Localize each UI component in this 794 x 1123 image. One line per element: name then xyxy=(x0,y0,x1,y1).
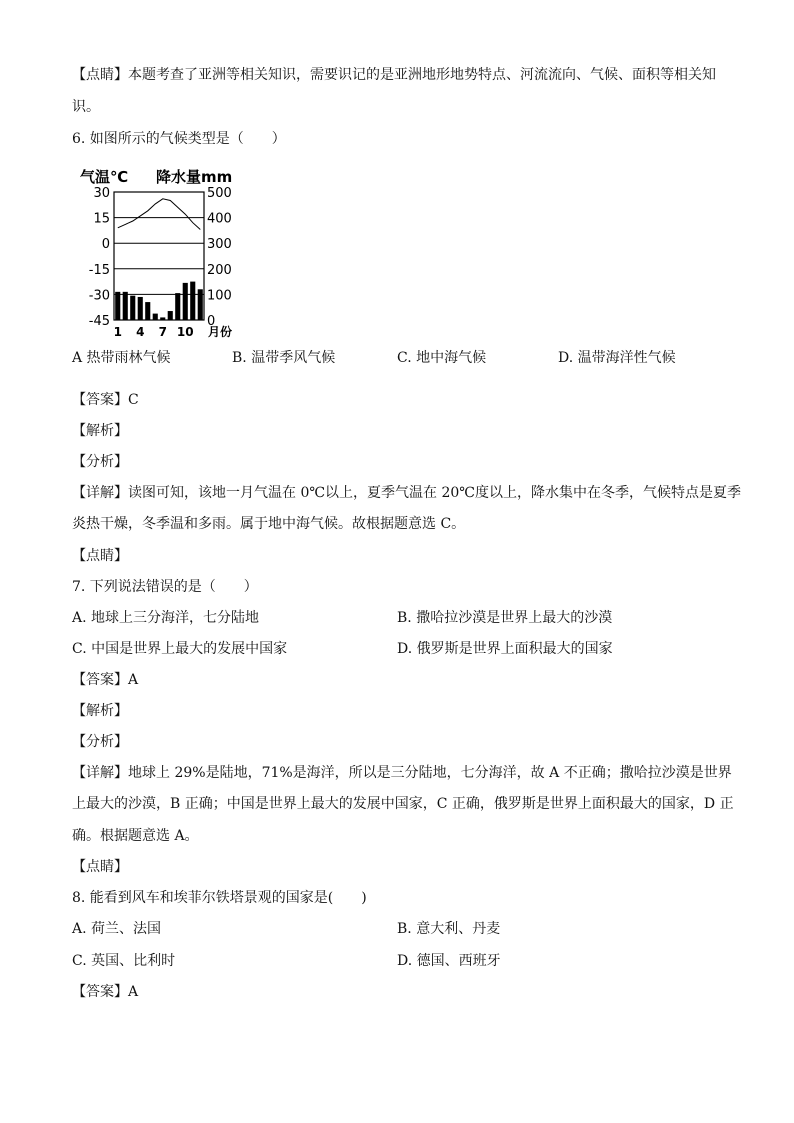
q6-analysis-tag: 【解析】 xyxy=(72,423,128,439)
note-text: 本题考查了亚洲等相关知识，需要识记的是亚洲地形地势特点、河流流向、气候、面积等相关知 xyxy=(128,67,716,83)
temp-tick-label: 30 xyxy=(93,186,110,201)
answer-tag: 【答案】 xyxy=(72,672,128,688)
q7-detail-line-1 xyxy=(72,764,732,782)
q6-option-b: B. 温带季风气候 xyxy=(232,350,336,366)
chart-title-temp: 气温℃ xyxy=(80,168,129,186)
temp-tick-label: 0 xyxy=(101,237,110,253)
temp-tick-label: -45 xyxy=(88,314,110,329)
q6-dianjing-tag: 【点睛】 xyxy=(72,548,128,564)
q7-option-c: C. 中国是世界上最大的发展中国家 xyxy=(72,641,288,657)
temp-tick-label: 15 xyxy=(93,211,110,227)
q7-dianjing-tag: 【点睛】 xyxy=(72,859,128,875)
q8-option-b: B. 意大利、丹麦 xyxy=(397,921,501,937)
precip-bar xyxy=(198,289,203,320)
answer-tag: 【答案】 xyxy=(72,392,128,408)
precip-tick-label: 200 xyxy=(207,262,232,278)
q7-answer xyxy=(72,671,138,689)
detail-text: 读图可知，该地一月气温在 0℃以上，夏季气温在 20℃度以上，降水集中在冬季，气候特点是夏季 xyxy=(128,485,741,501)
q6-stem: 6. 如图所示的气候类型是（ ） xyxy=(72,131,286,147)
precip-tick-label: 500 xyxy=(207,186,232,201)
answer-value: A xyxy=(128,672,139,688)
q8-stem: 8. 能看到风车和埃菲尔铁塔景观的国家是( ) xyxy=(72,890,367,906)
dianjing-tag: 【点睛】 xyxy=(72,67,128,83)
q6-option-d: D. 温带海洋性气候 xyxy=(558,350,676,366)
q7-stem: 7. 下列说法错误的是（ ） xyxy=(72,579,258,595)
precip-bar xyxy=(123,292,128,320)
precip-bar xyxy=(190,282,195,320)
temp-tick-label: -30 xyxy=(88,288,110,304)
x-tick-label: 10 xyxy=(176,325,194,339)
precip-bar xyxy=(183,283,188,320)
precip-bar xyxy=(175,293,180,320)
answer-value: C xyxy=(128,392,139,408)
answer-value: A xyxy=(128,984,139,1000)
q7-analysis-tag: 【解析】 xyxy=(72,703,128,719)
precip-bar xyxy=(138,297,143,320)
q8-answer xyxy=(72,983,138,1001)
precip-bar xyxy=(153,314,158,320)
x-axis-unit: 月份 xyxy=(208,325,233,339)
x-tick-label: 1 xyxy=(113,325,122,339)
q6-detail-line-2: 炎热干燥，冬季温和多雨。属于地中海气候。故根据题意选 C。 xyxy=(72,516,466,532)
x-tick-label: 4 xyxy=(136,325,145,339)
q6-option-c: C. 地中海气候 xyxy=(397,350,487,366)
temp-tick-label: -15 xyxy=(88,262,110,278)
q8-option-c: C. 英国、比利时 xyxy=(72,953,176,969)
precip-tick-label: 400 xyxy=(207,211,232,227)
q7-detail-line-2: 上最大的沙漠，B 正确；中国是世界上最大的发展中国家，C 正确，俄罗斯是世界上面积最大的国家，D 正 xyxy=(72,796,734,812)
q7-fenxi-tag: 【分析】 xyxy=(72,734,128,750)
q6-detail-line-1 xyxy=(72,484,741,502)
answer-tag: 【答案】 xyxy=(72,984,128,1000)
precip-tick-label: 0 xyxy=(207,314,216,329)
q8-option-a: A. 荷兰、法国 xyxy=(72,921,162,937)
q7-option-b: B. 撒哈拉沙漠是世界上最大的沙漠 xyxy=(397,610,613,626)
detail-text: 地球上 29%是陆地，71%是海洋，所以是三分陆地，七分海洋，故 A 不正确；撒哈拉沙漠是世界 xyxy=(128,765,732,781)
q7-detail-line-3: 确。根据题意选 A。 xyxy=(72,828,199,844)
temperature-line xyxy=(118,199,201,230)
q6-answer xyxy=(72,391,139,409)
precip-bar xyxy=(168,311,173,320)
detail-tag: 【详解】 xyxy=(72,765,128,781)
q6-option-a: A 热带雨林气候 xyxy=(72,350,171,366)
q7-option-d: D. 俄罗斯是世界上面积最大的国家 xyxy=(397,641,613,657)
precip-bar xyxy=(145,302,150,320)
chart-title-precip: 降水量mm xyxy=(156,168,233,186)
note-line-2: 识。 xyxy=(72,99,100,115)
q7-option-a: A. 地球上三分海洋，七分陆地 xyxy=(72,610,260,626)
precip-bar xyxy=(130,296,135,320)
note-line-1 xyxy=(72,66,716,84)
q6-fenxi-tag: 【分析】 xyxy=(72,454,128,470)
precip-bar xyxy=(115,292,120,320)
q8-option-d: D. 德国、西班牙 xyxy=(397,953,501,969)
climate-chart xyxy=(78,162,248,340)
precip-tick-label: 300 xyxy=(207,237,232,253)
precip-tick-label: 100 xyxy=(207,288,232,304)
precip-bar xyxy=(160,317,165,320)
detail-tag: 【详解】 xyxy=(72,485,128,501)
x-tick-label: 7 xyxy=(158,325,167,339)
